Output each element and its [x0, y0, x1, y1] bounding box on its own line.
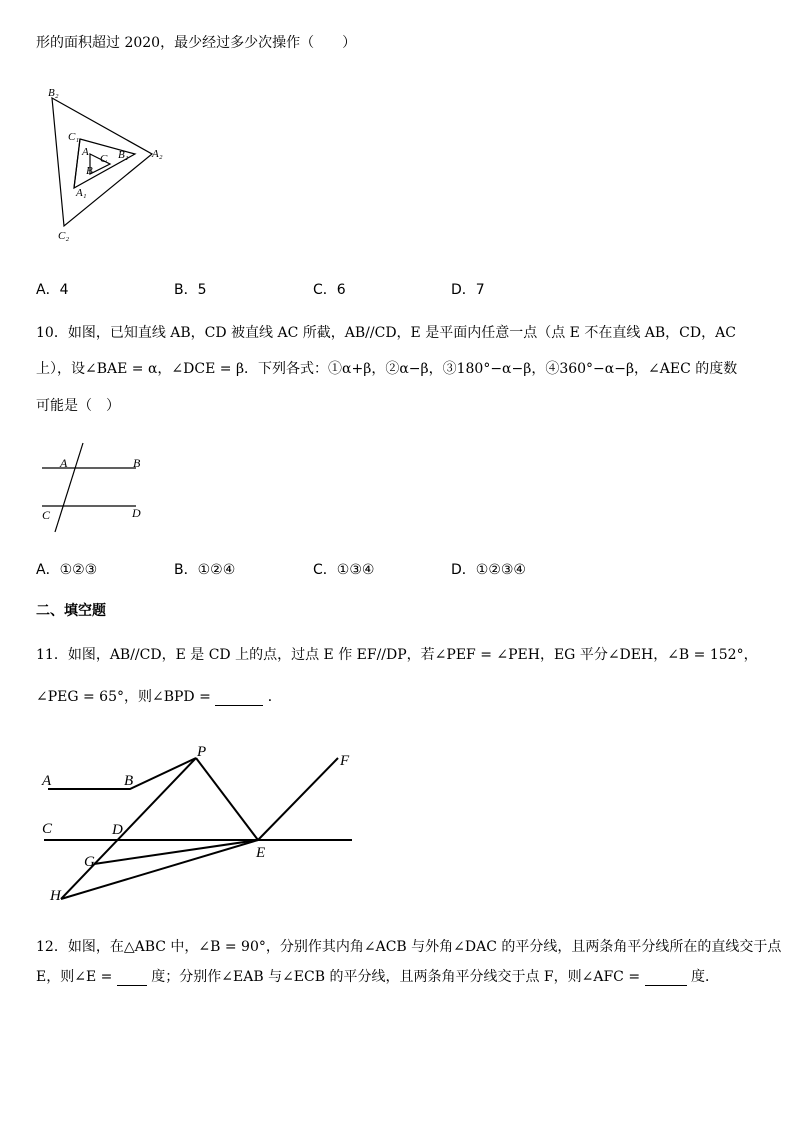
q12-line-1: 12．如图，在△ABC 中，∠B = 90°，分别作其内角∠ACB 与外角∠DAC 的平分线，且两条角平分线所在的直线交于点: [36, 939, 782, 955]
label-a: A: [82, 146, 89, 158]
label-p: P: [197, 744, 207, 760]
segment-eg: [94, 840, 258, 864]
q9-option-c[interactable]: C．6: [313, 282, 346, 298]
label-c2: C₂: [58, 230, 70, 242]
q9-stem-tail: 形的面积超过 2020，最少经过多少次操作（ ）: [36, 35, 357, 51]
label-d: D: [112, 822, 123, 838]
segment-pe: [196, 758, 258, 840]
label-b: B: [124, 773, 134, 789]
q11-line-2-text: ∠PEG = 65°，则∠BPD =: [36, 689, 211, 705]
q12-line-2-end: 度．: [690, 969, 719, 985]
q12-line-2-start: E，则∠E =: [36, 969, 113, 985]
label-c1: C₁: [68, 131, 80, 143]
label-h: H: [50, 888, 61, 904]
label-a: A: [42, 773, 52, 789]
segment-c1-a1: [74, 139, 80, 188]
label-b1: B₁: [118, 149, 129, 161]
label-c: C: [42, 821, 53, 837]
q10-line-1: 10．如图，已知直线 AB，CD 被直线 AC 所截，AB//CD，E 是平面内任意一点（点 E 不在直线 AB，CD，AC: [36, 325, 736, 341]
q10-option-d[interactable]: D．①②③④: [451, 562, 526, 578]
q11-line-2: [36, 688, 282, 706]
label-b2: B₂: [48, 87, 59, 99]
q10-option-c[interactable]: C．①③④: [313, 562, 375, 578]
q9-option-d[interactable]: D．7: [451, 282, 485, 298]
label-c: C: [100, 153, 108, 165]
q10-line-3: 可能是（ ）: [36, 398, 120, 414]
q10-option-b[interactable]: B．①②④: [174, 562, 236, 578]
label-g: G: [84, 854, 95, 870]
label-a: A: [60, 456, 68, 470]
q12-answer-blank-1[interactable]: [117, 971, 147, 986]
q11-figure: [36, 738, 366, 908]
label-d: D: [132, 506, 141, 520]
q11-line-1: 11．如图，AB//CD，E 是 CD 上的点，过点 E 作 EF//DP，若∠PEF = ∠PEH，EG 平分∠DEH，∠B = 152°，: [36, 647, 758, 663]
label-b: B: [86, 165, 93, 177]
label-b: B: [133, 456, 141, 470]
q11-answer-blank[interactable]: [215, 691, 263, 706]
q10-figure: [36, 440, 156, 535]
q9-option-a[interactable]: A．4: [36, 282, 69, 298]
q12-line-2-middle: 度；分别作∠EAB 与∠ECB 的平分线，且两条角平分线交于点 F，则∠AFC =: [151, 969, 641, 985]
line-ab: [48, 758, 196, 789]
label-c: C: [42, 508, 51, 522]
label-a1: A₁: [76, 187, 87, 199]
q12-line-2: [36, 968, 719, 986]
q9-figure: [40, 84, 180, 244]
ray-ef: [258, 758, 338, 840]
q9-option-b[interactable]: B．5: [174, 282, 207, 298]
q10-option-a[interactable]: A．①②③: [36, 562, 98, 578]
q11-line-2-end: ．: [267, 689, 282, 705]
section-title: 二、填空题: [36, 603, 106, 619]
label-a2: A₂: [152, 148, 163, 160]
label-e: E: [256, 845, 266, 861]
q10-line-2: 上），设∠BAE = α，∠DCE = β．下列各式：①α+β，②α−β，③180°−α−β，④360°−α−β，∠AEC 的度数: [36, 361, 738, 377]
label-f: F: [340, 753, 350, 769]
q12-answer-blank-2[interactable]: [645, 971, 687, 986]
